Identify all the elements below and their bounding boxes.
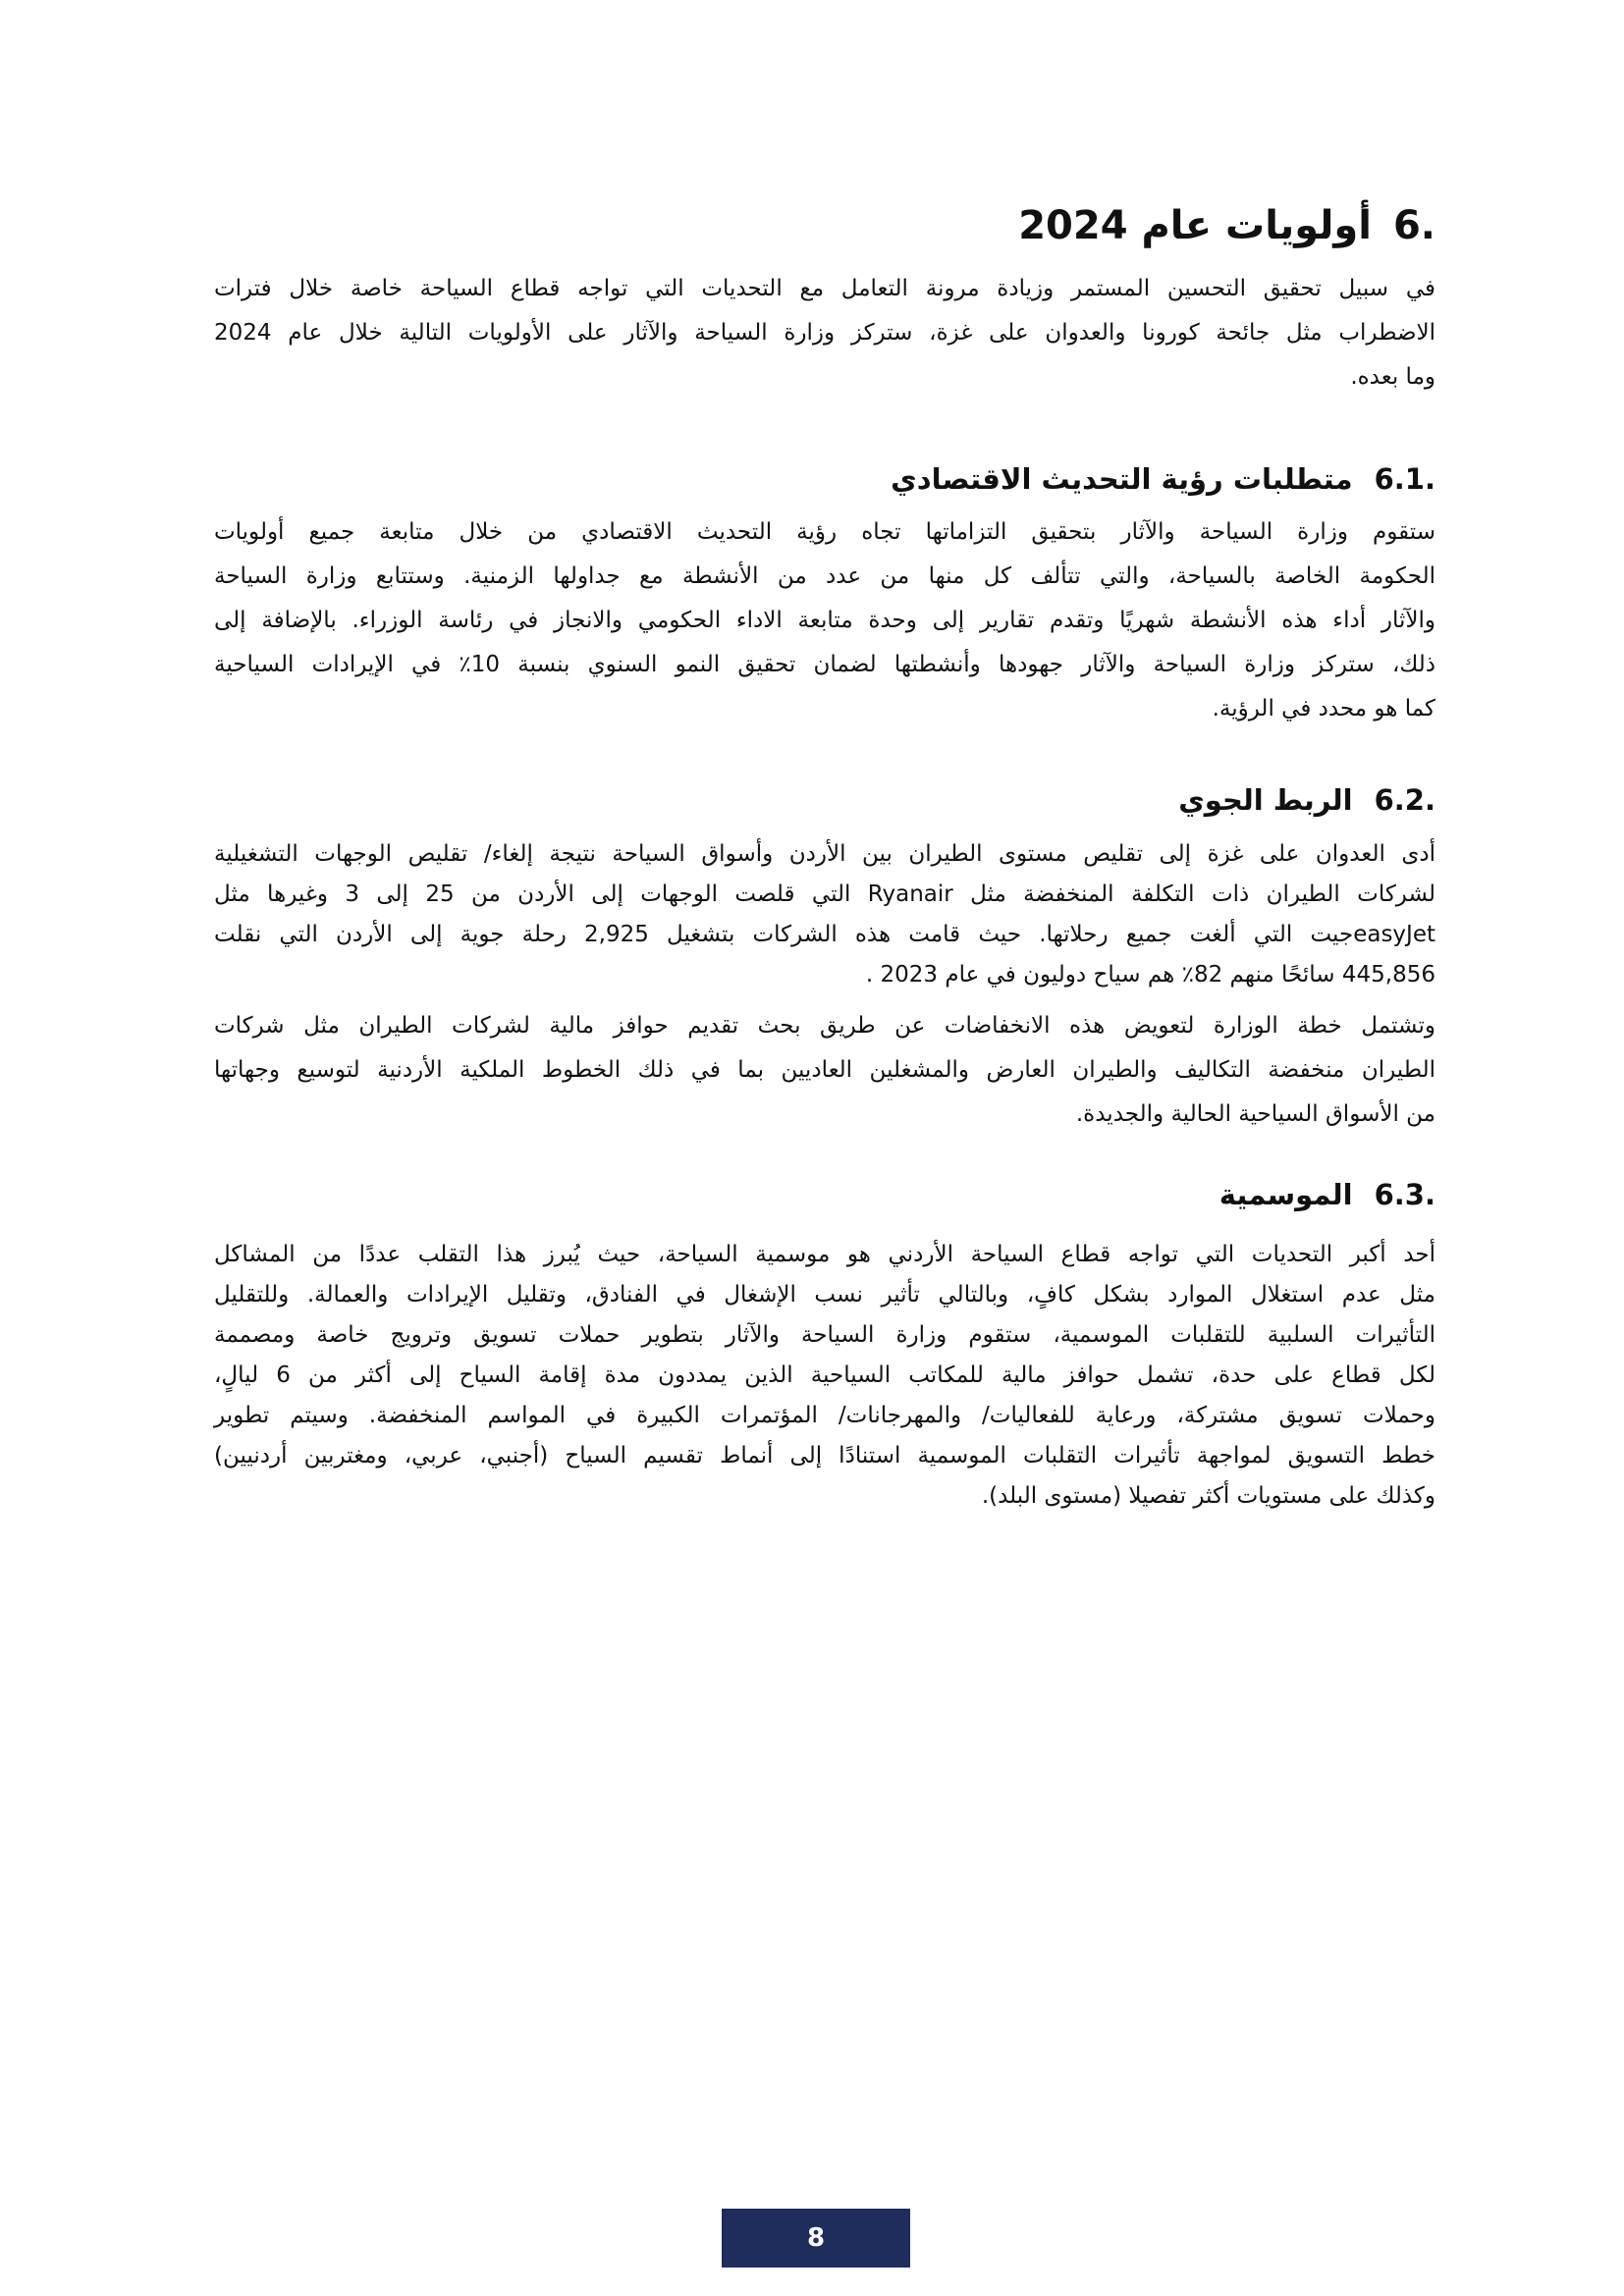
intro-paragraph xyxy=(214,267,1435,400)
text-line: الحكومة الخاصة بالسياحة، والتي تتألف كل منها من عدد من الأنشطة مع جداولها الزمنية. وستتابع وزارة السياحة xyxy=(214,563,1435,589)
text-line: خطط التسويق لمواجهة تأثيرات التقلبات الموسمية استنادًا إلى أنماط تقسيم السياح (أجنبي، عربي، ومغتربين أردنيين) xyxy=(214,1443,1435,1468)
text-line: مثل عدم استغلال الموارد بشكل كافٍ، وبالتالي تأثير نسب الإشغال في الفنادق، وتقليل الإيرادات والعمالة. وللتقليل xyxy=(214,1282,1435,1308)
subsection-number: 6.3. xyxy=(1374,1178,1435,1211)
text-line: ستقوم وزارة السياحة والآثار بتحقيق التزاماتها تجاه رؤية التحديث الاقتصادي من خلال متابعة جميع أولويات xyxy=(214,519,1435,545)
paragraph xyxy=(214,834,1435,995)
text-line: easyJetجيت التي ألغت جميع رحلاتها. حيث قامت هذه الشركات بتشغيل 2,925 رحلة جوية إلى الأردن التي نقلت xyxy=(214,922,1435,947)
section-title: أولويات عام 2024 xyxy=(1018,203,1372,248)
subsection-title: الربط الجوي xyxy=(1178,783,1353,817)
text-line: وتشتمل خطة الوزارة لتعويض هذه الانخفاضات عن طريق بحث تقديم حوافز مالية لشركات الطيران مثل شركات xyxy=(214,1013,1435,1039)
subsection-number: 6.1. xyxy=(1374,462,1435,496)
text-line: في سبيل تحقيق التحسين المستمر وزيادة مرونة التعامل مع التحديات التي تواجه قطاع السياحة خاصة خلال فترات xyxy=(214,276,1435,301)
paragraph xyxy=(214,510,1435,731)
paragraph xyxy=(214,1004,1435,1137)
text-line: وكذلك على مستويات أكثر تفصيلا (مستوى البلد). xyxy=(981,1483,1435,1509)
subsection-title: متطلبات رؤية التحديث الاقتصادي xyxy=(891,462,1353,496)
text-line: لشركات الطيران ذات التكلفة المنخفضة مثل Ryanair التي قلصت الوجهات إلى الأردن من 25 إلى 3 وغيرها مثل xyxy=(214,881,1435,907)
page-number: 8 xyxy=(806,2223,826,2253)
page-number-badge xyxy=(722,2209,910,2268)
text-line: أحد أكبر التحديات التي تواجه قطاع السياحة الأردني هو موسمية السياحة، حيث يُبرز هذا التقلب عددًا من المشاكل xyxy=(214,1242,1435,1267)
text-line: التأثيرات السلبية للتقلبات الموسمية، ستقوم وزارة السياحة والآثار بتطوير حملات تسويق وترويج خاصة ومصممة xyxy=(214,1322,1435,1348)
text-line: 445,856 سائحًا منهم 82٪ هم سياح دوليون في عام 2023 . xyxy=(865,962,1435,988)
subsection-heading-6-2 xyxy=(214,778,1435,822)
paragraph xyxy=(214,1235,1435,1517)
text-line: وما بعده. xyxy=(1350,364,1435,390)
subsection-heading-6-3 xyxy=(214,1173,1435,1216)
text-line: من الأسواق السياحية الحالية والجديدة. xyxy=(1075,1101,1435,1127)
section-heading xyxy=(214,196,1435,255)
text-line: كما هو محدد في الرؤية. xyxy=(1212,696,1435,721)
section-number: 6. xyxy=(1392,203,1435,248)
text-line: ذلك، ستركز وزارة السياحة والآثار جهودها وأنشطتها لضمان تحقيق النمو السنوي بنسبة 10٪ في الإيرادات السياحية xyxy=(214,652,1435,677)
text-line: الاضطراب مثل جائحة كورونا والعدوان على غزة، ستركز وزارة السياحة والآثار على الأولويات التالية خلال عام 2024 xyxy=(214,320,1435,346)
text-line: والآثار أداء هذه الأنشطة شهريًا وتقدم تقارير إلى وحدة متابعة الاداء الحكومي والانجاز في رئاسة الوزراء. بالإضافة إلى xyxy=(214,608,1435,633)
subsection-heading-6-1 xyxy=(214,457,1435,501)
text-line: أدى العدوان على غزة إلى تقليص مستوى الطيران بين الأردن وأسواق السياحة نتيجة إلغاء/ تقليص الوجهات التشغيلية xyxy=(214,841,1435,867)
subsection-number: 6.2. xyxy=(1374,783,1435,817)
text-line: وحملات تسويق مشتركة، ورعاية للفعاليات/ والمهرجانات/ المؤتمرات الكبيرة في المواسم المنخفضة. وسيتم تطوير xyxy=(214,1403,1435,1428)
text-line: لكل قطاع على حدة، تشمل حوافز مالية للمكاتب السياحية الذين يمددون مدة إقامة السياح إلى أكثر من 6 ليالٍ، xyxy=(214,1362,1435,1388)
subsection-title: الموسمية xyxy=(1218,1178,1353,1211)
text-line: الطيران منخفضة التكاليف والطيران العارض والمشغلين العاديين بما في ذلك الخطوط الملكية الأردنية لتوسيع وجهاتها xyxy=(214,1057,1435,1083)
